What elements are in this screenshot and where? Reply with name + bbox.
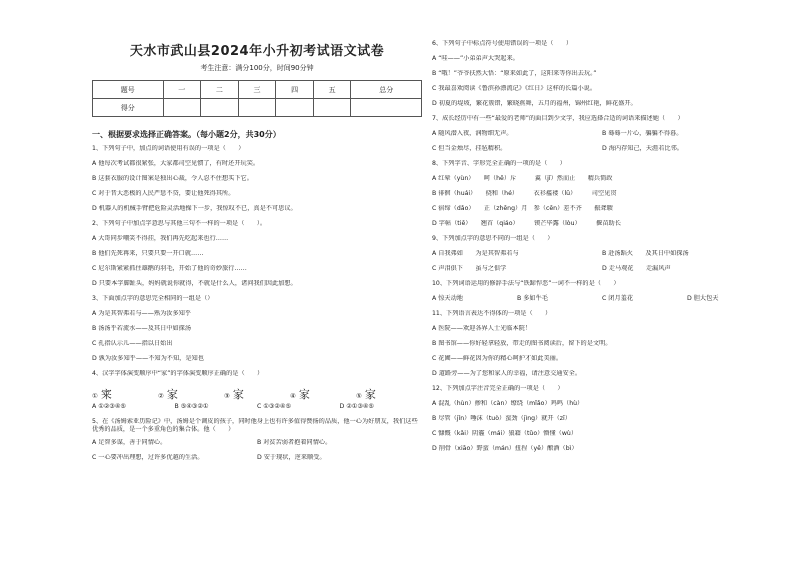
seal-glyph-icon: 家: [298, 388, 310, 401]
score-table: [92, 80, 422, 117]
bronze-glyph-icon: 家: [364, 388, 376, 401]
glyph-item: ② 家: [158, 388, 178, 401]
option-10c: C 闭月羞花: [602, 295, 634, 302]
option-9c: C 声泪俱下 虽与之俱学: [432, 265, 507, 272]
option-row-4: [92, 403, 422, 418]
glyph-item: ④ 家: [290, 388, 310, 401]
option-2b: B 他们先死再来，只要只要一开口就……: [92, 250, 204, 257]
option-7d: D 海内存知己，天涯若比邻。: [602, 145, 683, 152]
option-row-9-1: [432, 250, 772, 265]
option-12c: C 慷慨（kǎi）阴霾（mái）狼籍（tǔo）懵懂（wù）: [432, 430, 578, 437]
option-1b: B 这套衣服的设计图案是独出心裁，令人忍不住想买下它。: [92, 175, 253, 182]
question-6: 6、下列句子中标点符号使用错误的一项是（ ）: [432, 40, 573, 47]
question-2: 2、下列句子中加点字意思与其他三句不一样的一项是（ ）。: [92, 220, 267, 227]
score-cell[interactable]: [201, 99, 239, 117]
score-cell[interactable]: [351, 99, 422, 117]
option-8d: D 字帖（tiē） 翘首（qiáo） 锲芒毕露（lòu） 揠苗助长: [432, 220, 621, 227]
option-7c: C 但当金烛尽，挂毡精积。: [432, 145, 507, 152]
score-row-label: 得分: [93, 99, 164, 117]
option-row-7-1: [432, 130, 772, 145]
option-row-5-2: [92, 454, 422, 469]
option-7b: B 蓦蓦一片心，骗骗不得暮。: [602, 130, 683, 137]
score-header-cell: 四: [276, 81, 314, 99]
glyph-item: ① 宷: [92, 388, 112, 401]
option-11c: C 花圃——鲜花因为你的精心呵护才如此美丽。: [432, 355, 563, 362]
question-3: 3、下面加点字的意思完全相同的一组是（）: [92, 295, 214, 302]
question-8: 8、下列字音、字形完全正确的一项的是（ ）: [432, 160, 566, 167]
score-header-cell: 题号: [93, 81, 164, 99]
option-5a: A 足智多谋，善于同情心。: [92, 439, 167, 446]
score-header-cell: 一: [163, 81, 201, 99]
score-cell[interactable]: [276, 99, 314, 117]
option-11d: D 道路旁——为了您和家人的幸福，请注意交通安全。: [432, 370, 582, 377]
score-cell[interactable]: [238, 99, 276, 117]
option-5c: C 一心要冲出理想，过许多优越的生活。: [92, 454, 204, 461]
question-7: 7、成长经历中有一些“最爱的老师”的面目到少文字，我应选择合适的词语来描述她（ ）: [432, 115, 684, 122]
option-7a: A 随风潜入夜，润物细无声。: [432, 130, 513, 137]
option-row-9-2: [432, 265, 772, 280]
option-12a: A 混乱（hùn）掺和（càn）缭绕（mǐǎo）鸡鸣（hù）: [432, 400, 584, 407]
option-9d: D 走马观花 走漏风声: [602, 265, 671, 272]
question-9: 9、下列加点字的意思不同的一组是（ ）: [432, 235, 554, 242]
section-heading: 一、根据要求选择正确答案。（每小题2分，共30分）: [92, 130, 281, 139]
option-12d: D 削骨（xiāo）野蛮（mán）扭捏（yē）酿酒（bì）: [432, 445, 578, 452]
left-column: [92, 40, 422, 469]
option-5b: B 对贫苦弱者抱着同情心。: [257, 439, 332, 446]
option-6a: A “哇——”小弟弟声大哭起来。: [432, 55, 519, 62]
option-3c: C 孔指认示儿——指以日始出: [92, 340, 173, 347]
cursive-glyph-icon: 家: [232, 388, 244, 401]
option-11b: B 图书馆——你好轻拿轻放，带走的图书阅读后，留下的是文明。: [432, 340, 612, 347]
question-11: 11、下列语言表达不得体的一项是（ ）: [432, 310, 552, 317]
score-table-score-row: [93, 99, 422, 117]
score-header-cell: 二: [201, 81, 239, 99]
option-1a: A 他每次考试都很紧张，大家都司空见惯了，有时还开玩笑。: [92, 160, 260, 167]
option-6b: B “哦！”爷爷扶然大悟：“原来如此了，这阳来等你出去玩。”: [432, 70, 597, 77]
option-1c: C 对于昔大恶极的人民严惩不贷，要让他死得其所。: [92, 190, 235, 197]
option-4b: B ⑤④③②①: [174, 403, 209, 410]
option-9a: A 自我弗如 为是其智弗若与: [432, 250, 519, 257]
option-3d: D 孰为汝多知乎——不知为不知，是知也: [92, 355, 204, 362]
option-10b: B 多如牛毛: [517, 295, 548, 302]
glyph-row: [92, 385, 422, 403]
glyph-item: ⑤ 家: [356, 388, 376, 401]
option-12b: B 尽管（jǐn）唾沫（tuò）蛮劲（jìng）就开（zī）: [432, 415, 571, 422]
question-5: 5、在《汤姆索亚历险记》中，汤姆是个调皮的孩子，同时他身上也有许多值得赞扬的品质，他一心为好朋友，我们这些优秀的品质，是一个多重角色的集合体。他（ ）: [92, 418, 418, 433]
oracle-glyph-icon: 宷: [100, 388, 112, 401]
option-row-10: [432, 295, 772, 310]
option-11a: A 医院——欢迎各界人士光临本院！: [432, 325, 532, 332]
option-3a: A 为是其智弗若与——熟为汝多知乎: [92, 310, 192, 317]
option-4d: D ②①③④⑤: [339, 403, 374, 410]
score-cell[interactable]: [163, 99, 201, 117]
score-cell[interactable]: [313, 99, 351, 117]
right-column: [432, 40, 772, 460]
score-header-cell: 三: [238, 81, 276, 99]
question-4: 4、汉字字体演变顺序中“家”的字体演变顺序正确的是（ ）: [92, 370, 264, 377]
regular-glyph-icon: 家: [166, 388, 178, 401]
option-2d: D 只要本字脚趾头，妈妈就说你就得，不就是什么人，诸问我们因此加想。: [92, 280, 297, 287]
option-6d: D 初夏的堤坡，繁花簇错，繁晓燕舞，五月的福州，锦州红艳，鲜花盛开。: [432, 100, 637, 107]
exam-title: 天水市武山县2024年小升初考试语文试卷: [129, 44, 385, 59]
option-1d: D 机器人的机械手臂把危险灵活地操下一步，我惊叹不已，真是不可思议。: [92, 205, 297, 212]
question-10: 10、下列词语运用的修辞手法与“铁蹄悍恶”一词不一样的是（ ）: [432, 280, 620, 287]
option-8b: B 徘徊（huái） 挠和（hé） 衣衫褴褛（lǚ） 司空见贯: [432, 190, 617, 197]
option-6c: C 我最喜欢阅读《鲁滨孙漂流记》《红日》这样的长篇小说。: [432, 85, 597, 92]
score-header-cell: 五: [313, 81, 351, 99]
option-8c: C 宿缔（dǎo） 正（zhēng）月 参（cēn）差不齐 振聋聩: [432, 205, 613, 212]
option-10a: A 惊天动地: [432, 295, 463, 302]
question-1: 1、下列句子中，加点的词语使用有误的一项是（ ）: [92, 145, 245, 152]
option-2a: A 大哥同步嘲笑不得挂，我们再先吃起来也行……: [92, 235, 229, 242]
option-10d: D 胆大包天: [687, 295, 719, 302]
question-12: 12、下列加点字注音完全正确的一项是（ ）: [432, 385, 564, 392]
option-row-7-2: [432, 145, 772, 160]
option-4c: C ①③②④⑤: [257, 403, 292, 410]
score-table-header-row: [93, 81, 422, 99]
option-8a: A 红晕（yùn） 呵（hē）斥 翼（jǐ）然而止 精兵简政: [432, 175, 613, 182]
option-2c: C 尼尔斯紧紧抓住雄鹅的羽毛，开始了他的奇妙旅行……: [92, 265, 247, 272]
exam-notice: 考生注意：满分100分，时间90分钟: [200, 64, 314, 72]
option-3b: B 汤汤乎若流水——及其日中如探汤: [92, 325, 192, 332]
option-row-5-1: [92, 439, 422, 454]
score-header-cell: 总分: [351, 81, 422, 99]
option-9b: B 赴汤蹈火 及其日中如探汤: [602, 250, 689, 257]
option-4a: A ①②③④⑤: [92, 403, 126, 410]
glyph-item: ③ 家: [224, 388, 244, 401]
option-5d: D 安于现状，逆来顺受。: [257, 454, 326, 461]
